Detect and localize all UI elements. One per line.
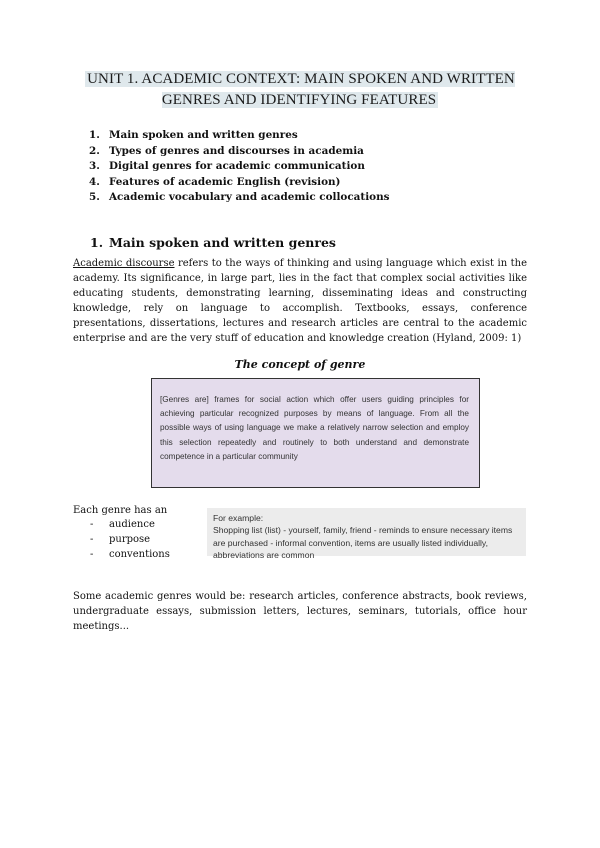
toc-number: 1. bbox=[89, 129, 100, 141]
toc-text: Academic vocabulary and academic collocations bbox=[109, 191, 390, 203]
example-box bbox=[207, 508, 526, 561]
page-title-text: UNIT 1. ACADEMIC CONTEXT: MAIN SPOKEN AND WRITTEN GENRES AND IDENTIFYING FEATURES bbox=[87, 71, 515, 108]
intro-paragraph bbox=[73, 256, 527, 346]
toc-text: Types of genres and discourses in academia bbox=[109, 144, 364, 157]
list-dash: - bbox=[90, 519, 94, 530]
toc-item bbox=[89, 159, 390, 175]
toc-text: Main spoken and written genres bbox=[109, 129, 298, 141]
list-dash: - bbox=[90, 534, 94, 545]
genre-definition-box: [Genres are] frames for social action which offer users guiding principles for achieving particular recognized purposes by means of language. From all the possible ways of using language we make a relatively narrow selection and employ this selection repeatedly and routinely to both understand and demonstrate competence in a particular community bbox=[151, 378, 480, 488]
list-item bbox=[90, 517, 170, 532]
toc-number: 2. bbox=[89, 144, 100, 157]
toc-number: 3. bbox=[89, 160, 100, 172]
list-item-text: purpose bbox=[109, 534, 151, 545]
toc-number: 5. bbox=[89, 191, 100, 203]
intro-paragraph-text: refers to the ways of thinking and using language which exist in the academy. Its significance, in large part, lies in the fact that complex social activities like educating students, demonstrating learning, disseminating ideas and constructing knowledge, rely on language to accomplish. Textbooks, essays, conference presentations, dissertations, lectures and research articles are central to the academic enterprise and are the very stuff of education and knowledge creation (Hyland, 2009: 1) bbox=[73, 258, 527, 344]
toc-text: Features of academic English (revision) bbox=[109, 175, 341, 188]
toc-item bbox=[89, 128, 390, 144]
genre-intro: Each genre has an bbox=[73, 505, 168, 516]
toc-item bbox=[89, 144, 390, 160]
toc-text: Digital genres for academic communication bbox=[109, 160, 365, 172]
closing-paragraph: Some academic genres would be: research articles, conference abstracts, book reviews, undergraduate essays, submission letters, lectures, seminars, tutorials, office hour meetings... bbox=[73, 591, 527, 632]
list-item-text: conventions bbox=[109, 549, 170, 560]
example-label: For example: bbox=[213, 513, 264, 523]
page-title bbox=[80, 69, 520, 111]
academic-discourse-term: Academic discourse bbox=[73, 258, 175, 269]
genre-features-list bbox=[90, 517, 170, 562]
list-item bbox=[90, 547, 170, 562]
concept-heading: The concept of genre bbox=[234, 358, 366, 371]
section-number: 1. bbox=[90, 235, 104, 250]
section-heading bbox=[90, 235, 336, 250]
example-text: Shopping list (list) - yourself, family, friend - reminds to ensure necessary items are purchased - informal convention, items are usually listed individually, abbreviations are common bbox=[213, 525, 513, 561]
toc-number: 4. bbox=[89, 175, 100, 188]
list-item bbox=[90, 532, 170, 547]
section-heading-text: Main spoken and written genres bbox=[109, 235, 336, 250]
toc-item bbox=[89, 190, 390, 206]
toc-item bbox=[89, 175, 390, 191]
list-item-text: audience bbox=[109, 519, 155, 530]
list-dash: - bbox=[90, 549, 94, 560]
table-of-contents bbox=[89, 128, 390, 206]
